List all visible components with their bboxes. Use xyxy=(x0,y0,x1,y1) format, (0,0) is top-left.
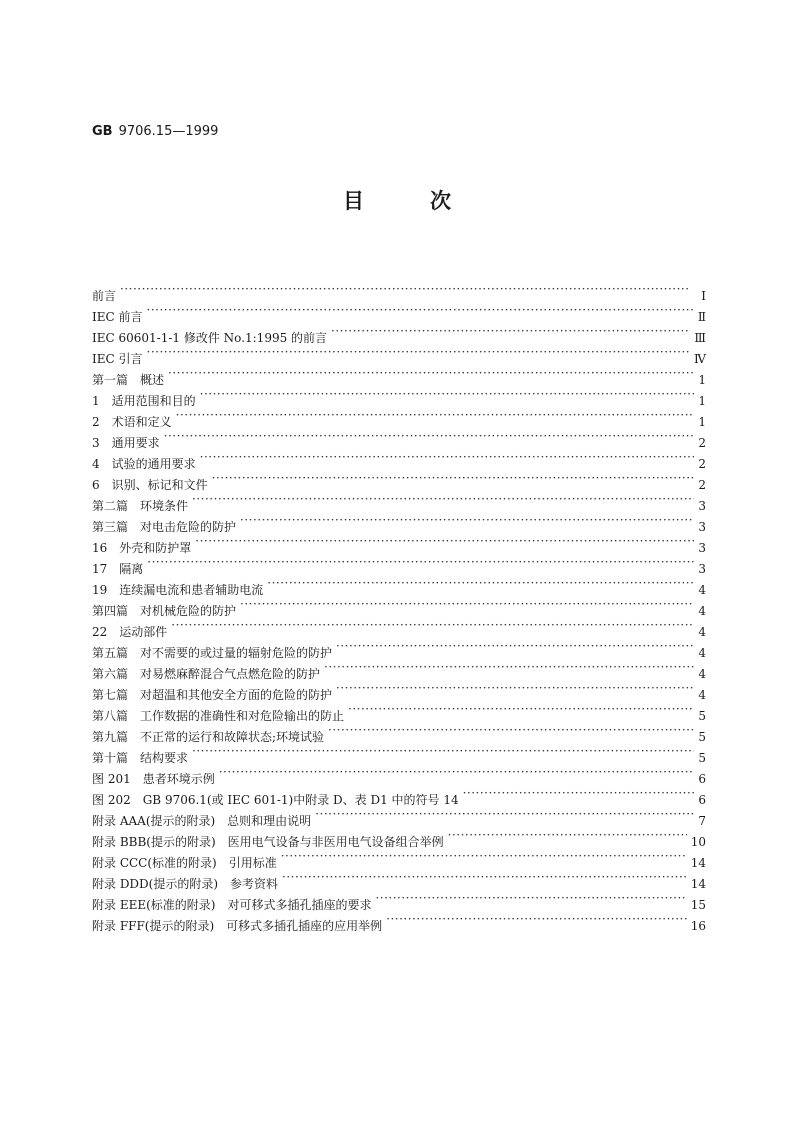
toc-entry-label: 22 运动部件 xyxy=(92,625,168,639)
toc-leader-dots xyxy=(375,888,686,909)
toc-entry-label: 附录 BBB(提示的附录) 医用电气设备与非医用电气设备组合举例 xyxy=(92,835,444,849)
toc-entry[interactable] xyxy=(92,447,706,471)
toc-entry-page: 4 xyxy=(698,688,706,702)
toc-leader-dots xyxy=(348,699,694,720)
toc-entry-label: 图 202 GB 9706.1(或 IEC 601-1)中附录 D、表 D1 中的符号 14 xyxy=(92,793,459,807)
toc-entry-label: 1 适用范围和目的 xyxy=(92,394,196,408)
toc-entry-page: 2 xyxy=(698,457,706,471)
toc-leader-dots xyxy=(386,909,687,930)
toc-entry-label: 4 试验的通用要求 xyxy=(92,457,196,471)
toc-entry-label: 第七篇 对超温和其他安全方面的危险的防护 xyxy=(92,688,333,702)
toc-leader-dots xyxy=(336,636,694,657)
toc-leader-dots xyxy=(219,762,694,783)
toc-entry-label: 第二篇 环境条件 xyxy=(92,499,189,513)
toc-entry-label: 第八篇 工作数据的准确性和对危险输出的防止 xyxy=(92,709,345,723)
toc-entry[interactable] xyxy=(92,384,706,408)
toc-leader-dots xyxy=(463,783,694,804)
toc-entry-page: Ⅲ xyxy=(694,331,706,345)
toc-entry-page: 10 xyxy=(690,835,706,849)
toc-entry[interactable] xyxy=(92,636,706,660)
toc-entry-page: 5 xyxy=(698,751,706,765)
toc-entry-label: 19 连续漏电流和患者辅助电流 xyxy=(92,583,264,597)
toc-leader-dots xyxy=(147,552,694,573)
toc-entry-page: 4 xyxy=(698,583,706,597)
toc-entry-page: 5 xyxy=(698,730,706,744)
toc-leader-dots xyxy=(212,468,694,489)
toc-leader-dots xyxy=(328,720,694,741)
toc-leader-dots xyxy=(192,741,694,762)
toc-entry-label: IEC 引言 xyxy=(92,352,143,366)
toc-entry[interactable] xyxy=(92,615,706,639)
toc-entry[interactable] xyxy=(92,321,706,345)
toc-entry-label: 第十篇 结构要求 xyxy=(92,751,189,765)
toc-entry-page: 3 xyxy=(698,520,706,534)
toc-entry-page: 3 xyxy=(698,562,706,576)
toc-entry-label: IEC 60601-1-1 修改件 No.1:1995 的前言 xyxy=(92,331,328,345)
toc-entry-page: 2 xyxy=(698,436,706,450)
toc-leader-dots xyxy=(147,300,694,321)
table-of-contents xyxy=(92,279,706,933)
toc-leader-dots xyxy=(324,657,694,678)
toc-entry-label: 前言 xyxy=(92,289,117,303)
toc-leader-dots xyxy=(267,573,694,594)
toc-entry-label: 附录 AAA(提示的附录) 总则和理由说明 xyxy=(92,814,312,828)
toc-leader-dots xyxy=(192,489,694,510)
toc-entry-page: 16 xyxy=(690,919,706,933)
toc-leader-dots xyxy=(120,279,694,300)
document-header xyxy=(92,124,218,139)
toc-entry-label: 3 通用要求 xyxy=(92,436,160,450)
toc-leader-dots xyxy=(240,510,694,531)
toc-leader-dots xyxy=(448,825,687,846)
toc-entry-label: 16 外壳和防护罩 xyxy=(92,541,192,555)
toc-entry-label: 附录 DDD(提示的附录) 参考资料 xyxy=(92,877,279,891)
toc-entry-label: 第六篇 对易燃麻醉混合气点燃危险的防护 xyxy=(92,667,321,681)
toc-entry-label: 第三篇 对电击危险的防护 xyxy=(92,520,237,534)
toc-entry[interactable] xyxy=(92,426,706,450)
toc-entry[interactable] xyxy=(92,573,706,597)
toc-entry-page: 3 xyxy=(698,541,706,555)
toc-entry-page: 4 xyxy=(698,646,706,660)
toc-entry-label: 图 201 患者环境示例 xyxy=(92,772,215,786)
toc-entry-page: 1 xyxy=(698,415,706,429)
toc-entry-label: 17 隔离 xyxy=(92,562,144,576)
toc-entry-label: 附录 CCC(标准的附录) 引用标准 xyxy=(92,856,277,870)
toc-leader-dots xyxy=(331,321,690,342)
toc-entry-page: 1 xyxy=(698,373,706,387)
toc-entry-label: 6 识别、标记和文件 xyxy=(92,478,208,492)
toc-entry-page: 4 xyxy=(698,604,706,618)
toc-leader-dots xyxy=(164,426,694,447)
toc-leader-dots xyxy=(176,405,694,426)
toc-entry-label: 第四篇 对机械危险的防护 xyxy=(92,604,237,618)
toc-entry-page: 7 xyxy=(698,814,706,828)
toc-leader-dots xyxy=(147,342,691,363)
toc-entry-page: 14 xyxy=(690,877,706,891)
toc-entry-page: 5 xyxy=(698,709,706,723)
toc-entry-page: Ⅰ xyxy=(701,289,706,303)
toc-entry-page: 6 xyxy=(698,793,706,807)
toc-entry-page: 3 xyxy=(698,499,706,513)
toc-entry-page: 4 xyxy=(698,625,706,639)
toc-entry-page: Ⅱ xyxy=(697,310,706,324)
toc-entry-label: 第一篇 概述 xyxy=(92,373,165,387)
toc-leader-dots xyxy=(200,384,694,405)
toc-leader-dots xyxy=(281,846,687,867)
toc-entry[interactable] xyxy=(92,363,706,387)
toc-leader-dots xyxy=(282,867,687,888)
toc-entry[interactable] xyxy=(92,279,706,303)
toc-entry-label: 第九篇 不正常的运行和故障状态;环境试验 xyxy=(92,730,325,744)
toc-entry[interactable] xyxy=(92,342,706,366)
toc-entry[interactable] xyxy=(92,552,706,576)
toc-leader-dots xyxy=(240,594,694,615)
toc-leader-dots xyxy=(171,615,694,636)
toc-entry-page: 14 xyxy=(690,856,706,870)
toc-entry-page: 4 xyxy=(698,667,706,681)
toc-entry-page: 15 xyxy=(690,898,706,912)
toc-entry-label: IEC 前言 xyxy=(92,310,143,324)
toc-entry-label: 附录 EEE(标准的附录) 对可移式多插孔插座的要求 xyxy=(92,898,372,912)
toc-entry[interactable] xyxy=(92,405,706,429)
toc-leader-dots xyxy=(168,363,694,384)
toc-entry[interactable] xyxy=(92,300,706,324)
toc-leader-dots xyxy=(315,804,694,825)
toc-entry-page: Ⅳ xyxy=(694,352,706,366)
toc-entry-label: 附录 FFF(提示的附录) 可移式多插孔插座的应用举例 xyxy=(92,919,383,933)
toc-entry-page: 2 xyxy=(698,478,706,492)
toc-leader-dots xyxy=(336,678,694,699)
standard-number: 9706.15—1999 xyxy=(118,124,219,139)
toc-leader-dots xyxy=(195,531,694,552)
toc-entry-page: 6 xyxy=(698,772,706,786)
toc-leader-dots xyxy=(200,447,694,468)
toc-entry-label: 2 术语和定义 xyxy=(92,415,172,429)
page-title: 目次 xyxy=(343,189,517,213)
toc-entry-page: 1 xyxy=(698,394,706,408)
toc-entry-label: 第五篇 对不需要的或过量的辐射危险的防护 xyxy=(92,646,333,660)
standard-code: GB xyxy=(92,124,113,139)
